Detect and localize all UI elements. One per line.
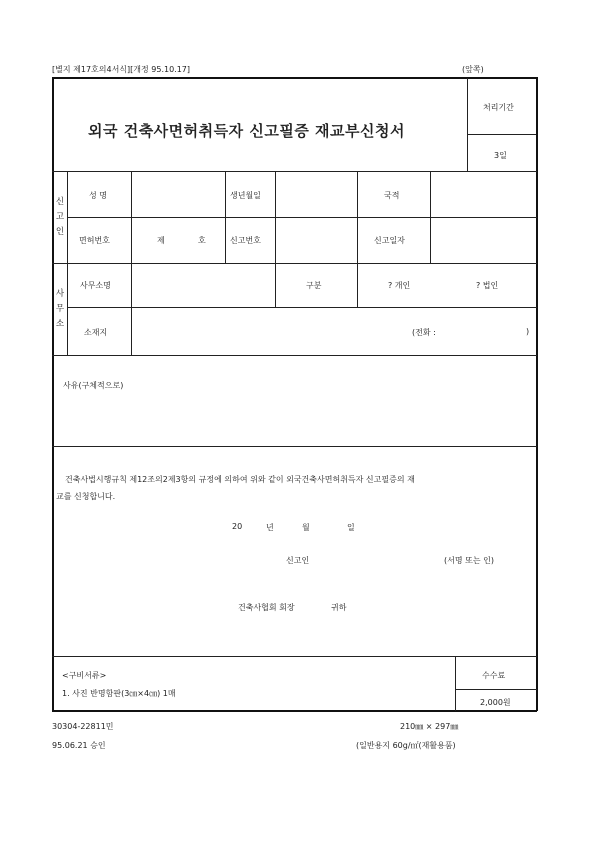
processing-period-label: 처리기간 (483, 103, 514, 112)
fee-label: 수수료 (482, 671, 506, 680)
declaration-text-line2: 교를 신청합니다. (56, 492, 116, 501)
phone-field[interactable] (457, 318, 523, 346)
date-day-unit: 일 (347, 523, 355, 532)
office-name-label: 사무소명 (80, 281, 111, 290)
individual-option[interactable]: ? 개인 (388, 281, 411, 290)
form-reference: [별지 제17호의4서식][개정 95.10.17] (52, 65, 191, 74)
office-section-label: 사 무 소 (55, 289, 65, 329)
report-number-label: 신고번호 (230, 236, 261, 245)
phone-close: ) (526, 327, 530, 336)
category-label: 구분 (306, 281, 322, 290)
corporation-option[interactable]: ? 법인 (476, 281, 499, 290)
applicant-signature-field[interactable] (330, 548, 430, 568)
applicant-section-label: 신 고 인 (55, 197, 65, 237)
report-date-field[interactable] (431, 218, 535, 262)
address-label: 소재지 (84, 328, 108, 337)
form-code: 30304-22811민 (52, 722, 114, 731)
date-year: 20 (232, 522, 243, 531)
reason-field[interactable] (56, 395, 532, 443)
address-field[interactable] (132, 308, 402, 354)
name-label: 성 명 (89, 191, 107, 200)
report-date-label: 신고일자 (374, 236, 405, 245)
signature-note: (서명 또는 인) (444, 556, 494, 565)
processing-period-value: 3일 (494, 151, 507, 160)
paper-size: 210㎜ × 297㎜ (400, 722, 459, 731)
license-number-suffix: 호 (198, 236, 206, 245)
report-number-field[interactable] (276, 218, 356, 262)
recipient: 건축사협회 회장 (238, 603, 295, 612)
phone-label: (전화 : (412, 328, 436, 337)
office-name-field[interactable] (132, 264, 274, 306)
fee-value: 2,000원 (480, 698, 511, 707)
recipient-honorific: 귀하 (331, 603, 347, 612)
birth-date-field[interactable] (276, 172, 356, 216)
nationality-field[interactable] (431, 172, 535, 216)
declaration-text-line1: 건축사법시행규칙 제12조의2제3항의 규정에 의하여 위와 같이 외국건축사면허취득자 신고필증의 재 (65, 475, 415, 484)
applicant-signature-label: 신고인 (286, 556, 310, 565)
birth-date-label: 생년월일 (230, 191, 261, 200)
license-number-prefix: 제 (157, 236, 165, 245)
required-documents-label: <구비서류> (62, 671, 107, 680)
nationality-label: 국적 (384, 191, 400, 200)
paper-type: (일반용지 60g/㎡(재활용품) (356, 741, 456, 750)
date-year-unit: 년 (266, 523, 274, 532)
reason-label: 사유(구체적으로) (63, 381, 124, 390)
approval-date: 95.06.21 승인 (52, 741, 106, 750)
form-title: 외국 건축사면허취득자 신고필증 재교부신청서 (88, 122, 405, 140)
date-month-unit: 월 (302, 523, 310, 532)
license-number-label: 면허번호 (79, 236, 110, 245)
page-side-label: (앞쪽) (462, 65, 484, 74)
name-field[interactable] (132, 172, 224, 216)
required-document-item: 1. 사진 반명함판(3㎝×4㎝) 1매 (62, 689, 176, 698)
